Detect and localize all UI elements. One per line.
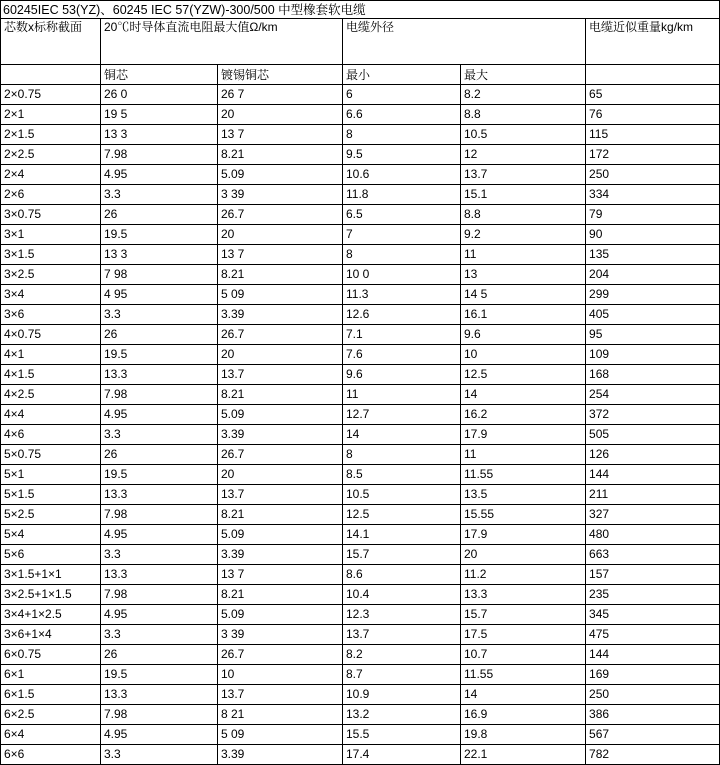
cell-section: 5×2.5	[1, 505, 101, 525]
cell-diameter-max: 11.55	[461, 465, 586, 485]
cell-section: 4×6	[1, 425, 101, 445]
table-row	[1, 525, 720, 545]
cell-weight: 299	[586, 285, 720, 305]
table-row	[1, 285, 720, 305]
cable-spec-table	[0, 18, 720, 765]
cell-diameter-min: 8.6	[343, 565, 461, 585]
cell-weight: 235	[586, 585, 720, 605]
cell-section: 3×1.5+1×1	[1, 565, 101, 585]
cell-weight: 115	[586, 125, 720, 145]
table-row	[1, 185, 720, 205]
cell-section: 6×0.75	[1, 645, 101, 665]
cell-diameter-min: 11	[343, 385, 461, 405]
cell-resistance-tinned: 20	[218, 105, 343, 125]
cell-resistance-tinned: 26.7	[218, 325, 343, 345]
cell-resistance-copper: 4 95	[101, 285, 218, 305]
cell-resistance-tinned: 3.39	[218, 545, 343, 565]
cell-diameter-min: 13.7	[343, 625, 461, 645]
cell-weight: 345	[586, 605, 720, 625]
cell-diameter-max: 17.5	[461, 625, 586, 645]
cell-resistance-copper: 4.95	[101, 165, 218, 185]
table-row	[1, 545, 720, 565]
cell-diameter-min: 10.4	[343, 585, 461, 605]
table-header-main-row	[1, 19, 720, 65]
table-row	[1, 605, 720, 625]
cell-resistance-copper: 3.3	[101, 745, 218, 765]
table-row	[1, 385, 720, 405]
cell-diameter-max: 13.7	[461, 165, 586, 185]
cell-weight: 480	[586, 525, 720, 545]
cell-weight: 505	[586, 425, 720, 445]
cell-resistance-copper: 7.98	[101, 385, 218, 405]
cell-section: 6×1	[1, 665, 101, 685]
cell-section: 5×4	[1, 525, 101, 545]
cell-section: 4×1.5	[1, 365, 101, 385]
cell-resistance-copper: 3.3	[101, 425, 218, 445]
table-row	[1, 725, 720, 745]
cell-resistance-copper: 13 3	[101, 125, 218, 145]
cell-diameter-max: 14	[461, 685, 586, 705]
cell-resistance-tinned: 3 39	[218, 185, 343, 205]
cell-diameter-min: 8	[343, 445, 461, 465]
cell-resistance-tinned: 3.39	[218, 305, 343, 325]
cell-resistance-tinned: 8.21	[218, 505, 343, 525]
table-row	[1, 365, 720, 385]
cell-diameter-min: 12.5	[343, 505, 461, 525]
cell-diameter-min: 13.2	[343, 705, 461, 725]
cell-resistance-tinned: 26.7	[218, 445, 343, 465]
table-header-sub-row	[1, 65, 720, 85]
table-row	[1, 425, 720, 445]
cell-diameter-min: 8	[343, 125, 461, 145]
cell-diameter-min: 8	[343, 245, 461, 265]
cell-section: 5×6	[1, 545, 101, 565]
cell-diameter-max: 10	[461, 345, 586, 365]
cell-diameter-max: 8.2	[461, 85, 586, 105]
cell-weight: 372	[586, 405, 720, 425]
cell-diameter-max: 17.9	[461, 425, 586, 445]
cell-diameter-min: 6.5	[343, 205, 461, 225]
cell-resistance-tinned: 3.39	[218, 425, 343, 445]
table-row	[1, 305, 720, 325]
cell-diameter-max: 11	[461, 445, 586, 465]
cell-resistance-copper: 4.95	[101, 405, 218, 425]
cell-resistance-copper: 7.98	[101, 145, 218, 165]
cell-weight: 782	[586, 745, 720, 765]
table-row	[1, 685, 720, 705]
cell-resistance-tinned: 5.09	[218, 605, 343, 625]
cell-resistance-copper: 13.3	[101, 685, 218, 705]
cell-diameter-max: 16.2	[461, 405, 586, 425]
cell-resistance-copper: 19.5	[101, 225, 218, 245]
cell-section: 2×6	[1, 185, 101, 205]
table-row	[1, 205, 720, 225]
cell-weight: 157	[586, 565, 720, 585]
cell-section: 2×1.5	[1, 125, 101, 145]
header-cell-weight: 电缆近似重量kg/km	[586, 19, 720, 65]
header-cell-diameter: 电缆外径	[343, 19, 586, 65]
header-subcell-max: 最大	[461, 65, 586, 85]
cell-diameter-max: 13.3	[461, 585, 586, 605]
table-row	[1, 85, 720, 105]
cell-resistance-copper: 13 3	[101, 245, 218, 265]
cell-resistance-copper: 3.3	[101, 545, 218, 565]
cell-resistance-copper: 3.3	[101, 185, 218, 205]
cell-resistance-tinned: 13.7	[218, 485, 343, 505]
table-row	[1, 165, 720, 185]
table-body	[1, 19, 720, 765]
cell-resistance-tinned: 5 09	[218, 285, 343, 305]
table-row	[1, 565, 720, 585]
cell-diameter-max: 20	[461, 545, 586, 565]
cell-resistance-copper: 7 98	[101, 265, 218, 285]
cell-resistance-tinned: 10	[218, 665, 343, 685]
cell-resistance-tinned: 8.21	[218, 145, 343, 165]
cell-diameter-max: 12	[461, 145, 586, 165]
cell-resistance-tinned: 20	[218, 225, 343, 245]
cell-diameter-min: 6	[343, 85, 461, 105]
cell-weight: 334	[586, 185, 720, 205]
cell-section: 5×0.75	[1, 445, 101, 465]
cell-section: 2×4	[1, 165, 101, 185]
cell-diameter-min: 12.6	[343, 305, 461, 325]
cell-diameter-max: 16.1	[461, 305, 586, 325]
table-row	[1, 665, 720, 685]
cell-resistance-copper: 19.5	[101, 345, 218, 365]
cell-diameter-min: 10.6	[343, 165, 461, 185]
cell-diameter-max: 9.6	[461, 325, 586, 345]
cell-resistance-tinned: 13 7	[218, 245, 343, 265]
cell-section: 2×1	[1, 105, 101, 125]
cell-section: 3×6+1×4	[1, 625, 101, 645]
cell-section: 5×1.5	[1, 485, 101, 505]
cell-weight: 65	[586, 85, 720, 105]
cell-resistance-copper: 19.5	[101, 465, 218, 485]
cell-resistance-copper: 7.98	[101, 505, 218, 525]
cell-diameter-min: 15.5	[343, 725, 461, 745]
cell-diameter-min: 8.5	[343, 465, 461, 485]
cell-resistance-copper: 7.98	[101, 705, 218, 725]
cell-weight: 567	[586, 725, 720, 745]
cell-diameter-max: 19.8	[461, 725, 586, 745]
cell-resistance-copper: 13.3	[101, 565, 218, 585]
cell-resistance-tinned: 8.21	[218, 585, 343, 605]
cell-section: 4×0.75	[1, 325, 101, 345]
table-row	[1, 485, 720, 505]
cell-weight: 168	[586, 365, 720, 385]
cell-weight: 144	[586, 645, 720, 665]
cell-resistance-tinned: 5 09	[218, 725, 343, 745]
cell-weight: 90	[586, 225, 720, 245]
cell-diameter-min: 15.7	[343, 545, 461, 565]
cell-section: 5×1	[1, 465, 101, 485]
cell-weight: 76	[586, 105, 720, 125]
cell-diameter-max: 12.5	[461, 365, 586, 385]
cell-weight: 211	[586, 485, 720, 505]
cell-resistance-tinned: 13.7	[218, 365, 343, 385]
cell-diameter-max: 13.5	[461, 485, 586, 505]
cell-section: 6×4	[1, 725, 101, 745]
cell-weight: 79	[586, 205, 720, 225]
cell-diameter-max: 8.8	[461, 105, 586, 125]
cell-weight: 254	[586, 385, 720, 405]
cell-diameter-max: 15.55	[461, 505, 586, 525]
table-row	[1, 405, 720, 425]
cell-section: 4×2.5	[1, 385, 101, 405]
cell-section: 6×6	[1, 745, 101, 765]
header-cell-resistance: 20℃时导体直流电阻最大值Ω/km	[101, 19, 343, 65]
cell-section: 3×6	[1, 305, 101, 325]
table-row	[1, 345, 720, 365]
cell-diameter-min: 14.1	[343, 525, 461, 545]
cell-section: 6×1.5	[1, 685, 101, 705]
cell-section: 3×4	[1, 285, 101, 305]
cell-section: 2×0.75	[1, 85, 101, 105]
cell-resistance-tinned: 8.21	[218, 265, 343, 285]
cell-resistance-copper: 19.5	[101, 665, 218, 685]
cell-weight: 250	[586, 165, 720, 185]
cell-section: 3×2.5+1×1.5	[1, 585, 101, 605]
cell-resistance-tinned: 3.39	[218, 745, 343, 765]
cell-resistance-copper: 13.3	[101, 365, 218, 385]
cell-resistance-copper: 26	[101, 445, 218, 465]
cell-resistance-copper: 26	[101, 205, 218, 225]
cell-weight: 95	[586, 325, 720, 345]
table-row	[1, 705, 720, 725]
cell-weight: 144	[586, 465, 720, 485]
header-subcell-blank	[1, 65, 101, 85]
cell-section: 3×4+1×2.5	[1, 605, 101, 625]
cell-weight: 109	[586, 345, 720, 365]
cell-resistance-copper: 19 5	[101, 105, 218, 125]
cell-resistance-copper: 4.95	[101, 725, 218, 745]
table-row	[1, 125, 720, 145]
cell-resistance-tinned: 26.7	[218, 645, 343, 665]
cell-resistance-tinned: 5.09	[218, 165, 343, 185]
cell-diameter-max: 9.2	[461, 225, 586, 245]
cell-diameter-max: 17.9	[461, 525, 586, 545]
cell-resistance-copper: 3.3	[101, 305, 218, 325]
cell-resistance-copper: 26	[101, 325, 218, 345]
cell-diameter-min: 11.3	[343, 285, 461, 305]
cell-resistance-tinned: 20	[218, 465, 343, 485]
table-row	[1, 625, 720, 645]
cell-diameter-min: 14	[343, 425, 461, 445]
cell-diameter-min: 9.6	[343, 365, 461, 385]
cell-weight: 386	[586, 705, 720, 725]
table-row	[1, 105, 720, 125]
cell-diameter-max: 22.1	[461, 745, 586, 765]
cell-resistance-tinned: 8 21	[218, 705, 343, 725]
cell-weight: 327	[586, 505, 720, 525]
cell-diameter-max: 11.55	[461, 665, 586, 685]
cell-resistance-copper: 4.95	[101, 605, 218, 625]
cell-weight: 204	[586, 265, 720, 285]
cell-resistance-tinned: 5.09	[218, 525, 343, 545]
header-subcell-min: 最小	[343, 65, 461, 85]
cell-section: 3×1	[1, 225, 101, 245]
cell-diameter-min: 8.7	[343, 665, 461, 685]
cell-diameter-max: 16.9	[461, 705, 586, 725]
cell-section: 3×2.5	[1, 265, 101, 285]
cell-diameter-max: 14	[461, 385, 586, 405]
cell-weight: 169	[586, 665, 720, 685]
document-title: 60245IEC 53(YZ)、60245 IEC 57(YZW)-300/500 中型橡套软电缆	[0, 0, 720, 18]
cell-section: 3×1.5	[1, 245, 101, 265]
cell-weight: 126	[586, 445, 720, 465]
cell-section: 4×1	[1, 345, 101, 365]
header-subcell-blank2	[586, 65, 720, 85]
cell-diameter-min: 10 0	[343, 265, 461, 285]
cell-weight: 475	[586, 625, 720, 645]
cell-diameter-min: 9.5	[343, 145, 461, 165]
cell-diameter-min: 10.5	[343, 485, 461, 505]
cell-resistance-tinned: 26.7	[218, 205, 343, 225]
cell-diameter-min: 7.1	[343, 325, 461, 345]
cell-resistance-copper: 7.98	[101, 585, 218, 605]
cell-section: 3×0.75	[1, 205, 101, 225]
table-row	[1, 325, 720, 345]
header-cell-section: 芯数x标称截面	[1, 19, 101, 65]
cell-diameter-max: 14 5	[461, 285, 586, 305]
cell-resistance-tinned: 8.21	[218, 385, 343, 405]
cell-resistance-copper: 13.3	[101, 485, 218, 505]
cell-diameter-min: 12.3	[343, 605, 461, 625]
table-row	[1, 445, 720, 465]
table-row	[1, 245, 720, 265]
cell-weight: 172	[586, 145, 720, 165]
cell-resistance-copper: 26	[101, 645, 218, 665]
cell-weight: 405	[586, 305, 720, 325]
cell-resistance-tinned: 26 7	[218, 85, 343, 105]
table-row	[1, 465, 720, 485]
cell-diameter-min: 10.9	[343, 685, 461, 705]
cell-diameter-min: 17.4	[343, 745, 461, 765]
table-row	[1, 505, 720, 525]
cell-diameter-max: 11.2	[461, 565, 586, 585]
cell-resistance-tinned: 13.7	[218, 685, 343, 705]
cell-section: 2×2.5	[1, 145, 101, 165]
cell-resistance-copper: 26 0	[101, 85, 218, 105]
cell-diameter-min: 7.6	[343, 345, 461, 365]
cell-weight: 135	[586, 245, 720, 265]
cell-diameter-min: 6.6	[343, 105, 461, 125]
cell-resistance-copper: 3.3	[101, 625, 218, 645]
table-row	[1, 225, 720, 245]
cell-diameter-max: 8.8	[461, 205, 586, 225]
cell-section: 6×2.5	[1, 705, 101, 725]
table-row	[1, 745, 720, 765]
table-row	[1, 145, 720, 165]
cell-weight: 663	[586, 545, 720, 565]
cell-diameter-max: 15.7	[461, 605, 586, 625]
cell-diameter-min: 7	[343, 225, 461, 245]
cell-diameter-max: 13	[461, 265, 586, 285]
header-subcell-tinned: 镀锡铜芯	[218, 65, 343, 85]
header-subcell-copper: 铜芯	[101, 65, 218, 85]
cell-resistance-copper: 4.95	[101, 525, 218, 545]
table-row	[1, 585, 720, 605]
cell-section: 4×4	[1, 405, 101, 425]
cell-diameter-max: 11	[461, 245, 586, 265]
cell-resistance-tinned: 13 7	[218, 125, 343, 145]
cell-diameter-min: 8.2	[343, 645, 461, 665]
cell-diameter-max: 15.1	[461, 185, 586, 205]
cell-resistance-tinned: 3 39	[218, 625, 343, 645]
cell-resistance-tinned: 5.09	[218, 405, 343, 425]
cell-resistance-tinned: 20	[218, 345, 343, 365]
table-row	[1, 265, 720, 285]
cell-diameter-min: 11.8	[343, 185, 461, 205]
cell-resistance-tinned: 13 7	[218, 565, 343, 585]
cell-diameter-max: 10.5	[461, 125, 586, 145]
table-row	[1, 645, 720, 665]
cell-weight: 250	[586, 685, 720, 705]
cell-diameter-min: 12.7	[343, 405, 461, 425]
cell-diameter-max: 10.7	[461, 645, 586, 665]
